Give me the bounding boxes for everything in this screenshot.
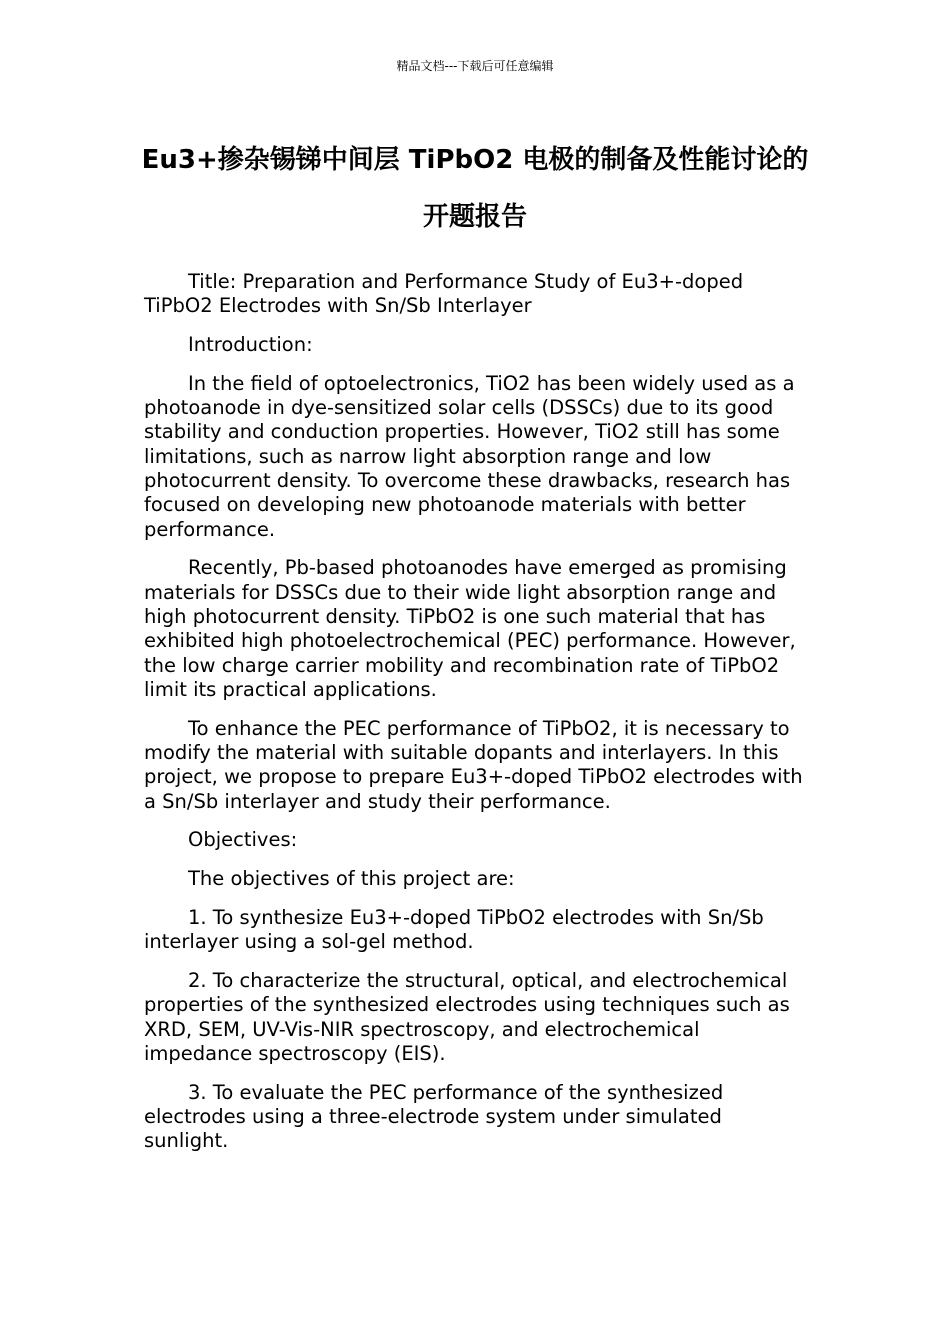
paragraph-objective-1: 1. To synthesize Eu3+-doped TiPbO2 electrodes with Sn/Sb interlayer using a sol-gel method. [144,906,764,954]
document-body [144,270,810,1168]
paragraph-title-line: Title: Preparation and Performance Study of Eu3+-doped TiPbO2 Electrodes with Sn/Sb Interlayer [144,270,744,318]
paragraph-introduction-heading: Introduction: [188,333,313,357]
paragraph-objectives-intro: The objectives of this project are: [188,867,515,891]
paragraph-objectives-heading: Objectives: [188,828,298,852]
header-note: 精品文档---下载后可任意编辑 [396,59,554,73]
paragraph-objective-3: 3. To evaluate the PEC performance of the synthesized electrodes using a three-electrode system under simulated sunlight. [144,1080,724,1153]
document-title: Eu3+掺杂锡锑中间层 TiPbO2 电极的制备及性能讨论的开题报告 [141,145,809,232]
paragraph-introduction-3: To enhance the PEC performance of TiPbO2, it is necessary to modify the material with suitable dopants and interlayers. In this project, we propose to prepare Eu3+-doped TiPbO2 electrodes with a Sn/Sb interlayer and study their performance. [144,716,803,813]
paragraph-objective-2: 2. To characterize the structural, optical, and electrochemical properties of the synthesized electrodes using techniques such as XRD, SEM, UV-Vis-NIR spectroscopy, and electrochemical impedance spectroscopy (EIS). [144,969,790,1066]
paragraph-introduction-2: Recently, Pb-based photoanodes have emerged as promising materials for DSSCs due to their wide light absorption range and high photocurrent density. TiPbO2 is one such material that has exhibited high photoelectrochemical (PEC) performance. However, the low charge carrier mobility and recombination rate of TiPbO2 limit its practical applications. [144,556,796,701]
paragraph-introduction-1: In the field of optoelectronics, TiO2 has been widely used as a photoanode in dye-sensitized solar cells (DSSCs) due to its good stability and conduction properties. However, TiO2 still has some limitations, such as narrow light absorption range and low photocurrent density. To overcome these drawbacks, research has focused on developing new photoanode materials with better performance. [144,371,795,541]
